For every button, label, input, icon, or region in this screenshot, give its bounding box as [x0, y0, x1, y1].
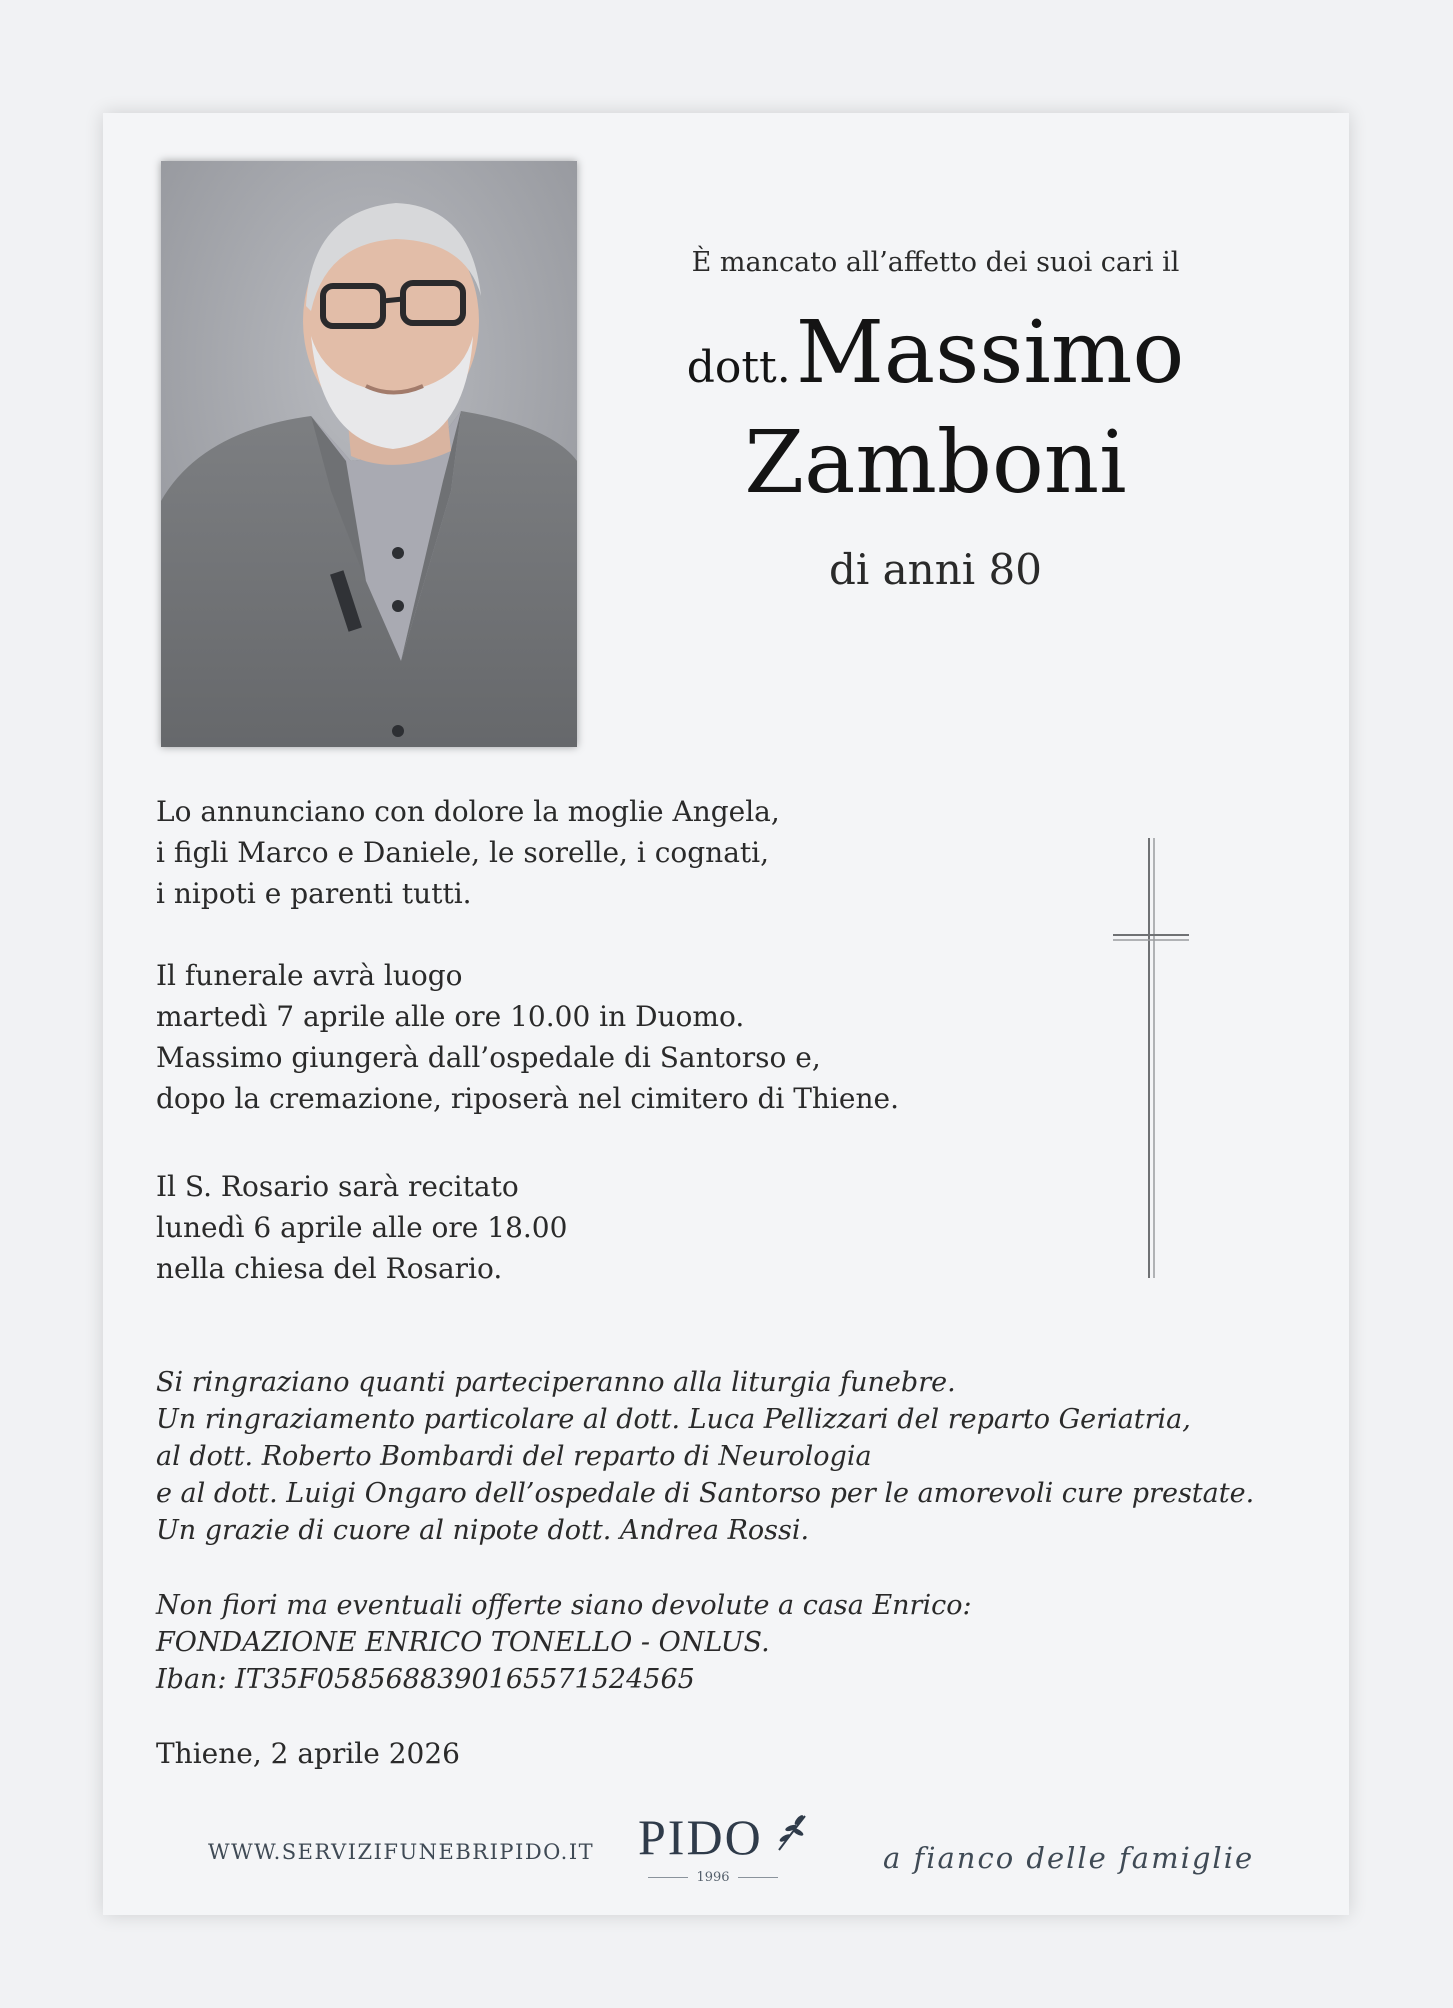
text-line: e al dott. Luigi Ongaro dell’ospedale di Santorso per le amorevoli cure prestate. — [156, 1478, 1255, 1509]
text-line: Un grazie di cuore al nipote dott. Andrea Rossi. — [156, 1515, 810, 1546]
text-line: Un ringraziamento particolare al dott. Luca Pellizzari del reparto Geriatria, — [156, 1404, 1191, 1435]
rosary-paragraph — [156, 1166, 567, 1289]
text-line: Lo annunciano con dolore la moglie Angela, — [156, 795, 780, 828]
portrait-photo — [161, 161, 577, 747]
place-date: Thiene, 2 aprile 2026 — [156, 1737, 460, 1770]
text-line: i figli Marco e Daniele, le sorelle, i cognati, — [156, 836, 769, 869]
olive-branch-icon — [775, 1812, 809, 1852]
first-name: Massimo — [795, 303, 1185, 403]
text-line: FONDAZIONE ENRICO TONELLO - ONLUS. — [156, 1627, 770, 1658]
text-line: Il S. Rosario sarà recitato — [156, 1170, 519, 1203]
obituary-card — [103, 113, 1349, 1915]
honorific: dott. — [686, 342, 791, 393]
text-line: Non fiori ma eventuali offerte siano devolute a casa Enrico: — [156, 1590, 972, 1621]
last-name: Zamboni — [744, 413, 1127, 513]
text-line: martedì 7 aprile alle ore 10.00 in Duomo. — [156, 1000, 745, 1033]
text-line: Il funerale avrà luogo — [156, 959, 463, 992]
announcement-paragraph — [156, 791, 780, 914]
pido-logo — [638, 1808, 838, 1888]
text-line: Massimo giungerà dall’ospedale di Santorso e, — [156, 1041, 821, 1074]
donations-paragraph — [156, 1587, 972, 1698]
logo-text: PIDO — [638, 1809, 763, 1865]
text-line: Iban: IT35F0585688390165571524565 — [156, 1664, 695, 1695]
thanks-paragraph — [156, 1364, 1254, 1549]
text-line: nella chiesa del Rosario. — [156, 1252, 503, 1285]
tagline: a fianco delle famiglie — [883, 1841, 1255, 1875]
text-line: Si ringraziano quanti parteciperanno alla liturgia funebre. — [156, 1367, 956, 1398]
text-line: lunedì 6 aprile alle ore 18.00 — [156, 1211, 568, 1244]
intro-text: È mancato all’affetto dei suoi cari il — [691, 247, 1180, 278]
cross-icon — [1113, 838, 1193, 1287]
text-line: dopo la cremazione, riposerà nel cimitero di Thiene. — [156, 1082, 899, 1115]
text-line: al dott. Roberto Bombardi del reparto di Neurologia — [156, 1441, 872, 1472]
name-line — [623, 303, 1248, 403]
age: di anni 80 — [828, 545, 1043, 594]
logo-year: 1996 — [638, 1870, 788, 1885]
funeral-paragraph — [156, 955, 899, 1119]
text-line: i nipoti e parenti tutti. — [156, 877, 472, 910]
website-link[interactable]: WWW.SERVIZIFUNEBRIPIDO.IT — [208, 1840, 595, 1864]
